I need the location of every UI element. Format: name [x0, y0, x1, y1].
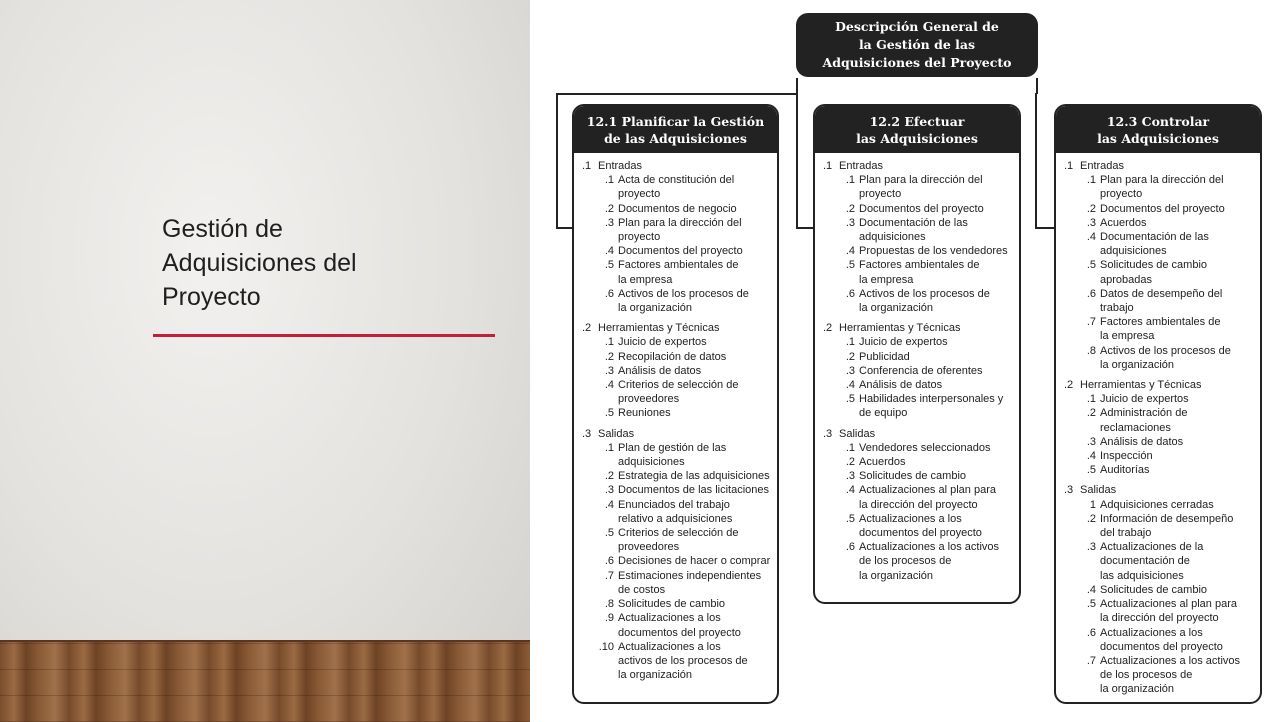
item-text: Actualizaciones a los documentos del proyecto [618, 612, 741, 639]
item-number: .7 [1086, 316, 1096, 329]
list-item [582, 258, 773, 286]
item-text: Documentos del proyecto [859, 202, 984, 215]
process-section [1064, 378, 1256, 477]
item-number: .8 [604, 598, 614, 611]
list-item [1064, 287, 1256, 315]
item-number: .1 [604, 174, 614, 187]
item-text: Solicitudes de cambio aprobadas [1100, 259, 1208, 286]
item-number: .1 [845, 441, 855, 454]
list-item [1064, 512, 1256, 540]
list-item [823, 392, 1015, 420]
item-number: 1 [1089, 498, 1096, 511]
item-text: Actualizaciones a los activos de los procesos de la organización [859, 541, 1000, 582]
list-item [582, 378, 773, 406]
item-text: Propuestas de los vendedores [859, 245, 1008, 258]
list-item [1064, 654, 1256, 697]
process-box-12-2 [813, 104, 1021, 604]
item-number: .4 [604, 379, 614, 392]
list-item [582, 335, 773, 349]
item-number: .3 [845, 364, 855, 377]
list-item [823, 216, 1015, 244]
process-body [574, 153, 777, 682]
item-number: .2 [845, 202, 855, 215]
process-section [1064, 159, 1256, 372]
section-label: Herramientas y Técnicas [598, 322, 720, 335]
item-text: Adquisiciones cerradas [1100, 498, 1214, 511]
item-number: .5 [845, 259, 855, 272]
item-text: Plan de gestión de las adquisiciones [618, 441, 727, 469]
overview-box: Descripción General de la Gestión de las Adquisiciones del Proyecto [796, 13, 1038, 77]
list-item [823, 441, 1015, 455]
item-text: Plan para la dirección del proyecto [618, 216, 742, 244]
item-text: Datos de desempeño del trabajo [1100, 287, 1223, 315]
list-item [823, 455, 1015, 469]
list-item [823, 258, 1015, 286]
list-item [823, 469, 1015, 483]
item-text: Actualizaciones a los documentos del proyecto [1100, 626, 1223, 653]
item-number: .7 [1086, 654, 1096, 667]
item-text: Conferencia de oferentes [859, 364, 983, 377]
item-number: .3 [604, 216, 614, 229]
list-item [1064, 202, 1256, 216]
list-item [582, 202, 773, 216]
item-number: .2 [604, 470, 614, 483]
process-section [823, 159, 1015, 315]
process-box-12-3 [1054, 104, 1262, 704]
process-title: 12.3 Controlar las Adquisiciones [1056, 106, 1260, 153]
item-text: Activos de los procesos de la organización [859, 287, 990, 315]
item-text: Juicio de expertos [859, 336, 948, 349]
item-text: Enunciados del trabajo relativo a adquisiciones [618, 498, 733, 525]
list-item [582, 244, 773, 258]
list-item [1064, 435, 1256, 449]
item-text: Decisiones de hacer o comprar [618, 555, 771, 568]
list-item [1064, 626, 1256, 654]
item-number: .5 [1086, 598, 1096, 611]
list-item [1064, 597, 1256, 625]
list-item [582, 364, 773, 378]
item-number: .3 [845, 470, 855, 483]
item-number: .6 [604, 287, 614, 300]
item-number: .7 [604, 569, 614, 582]
section-label: Salidas [839, 427, 876, 440]
process-section [1064, 483, 1256, 696]
list-item [823, 540, 1015, 583]
item-number: .5 [604, 407, 614, 420]
item-number: .1 [845, 336, 855, 349]
process-title: 12.1 Planificar la Gestión de las Adquisiciones [574, 106, 777, 153]
item-text: Actualizaciones al plan para la dirección del proyecto [1100, 598, 1237, 625]
list-item [1064, 498, 1256, 512]
list-item [582, 350, 773, 364]
item-text: Solicitudes de cambio [859, 470, 967, 483]
item-text: Publicidad [859, 350, 910, 363]
section-header [823, 321, 1015, 335]
section-number: .1 [1064, 160, 1074, 172]
slide-title: Gestión de Adquisiciones del Proyecto [162, 215, 357, 311]
section-label: Entradas [598, 160, 643, 172]
section-header [582, 159, 773, 173]
item-number: .9 [604, 612, 614, 625]
section-number: .2 [582, 322, 592, 335]
item-text: Factores ambientales de la empresa [1100, 316, 1221, 343]
process-title: 12.2 Efectuar las Adquisiciones [815, 106, 1019, 153]
section-label: Salidas [1080, 484, 1117, 497]
item-text: Solicitudes de cambio [1100, 583, 1208, 596]
section-number: .3 [582, 427, 592, 440]
list-item [1064, 449, 1256, 463]
section-number: .1 [823, 160, 833, 172]
item-number: .1 [604, 336, 614, 349]
list-item [582, 441, 773, 469]
item-number: .2 [1086, 512, 1096, 525]
process-section [582, 159, 773, 315]
item-text: Activos de los procesos de la organización [618, 287, 749, 315]
item-text: Auditorías [1100, 464, 1150, 477]
section-header [823, 427, 1015, 441]
section-label: Herramientas y Técnicas [1080, 379, 1202, 392]
connector-right-line [1036, 94, 1055, 228]
item-text: Actualizaciones a los activos de los procesos de la organización [1100, 654, 1241, 696]
section-number: .2 [823, 322, 833, 335]
item-text: Recopilación de datos [618, 350, 727, 363]
item-text: Acuerdos [859, 456, 906, 469]
item-text: Documentos del proyecto [618, 245, 743, 258]
section-number: .1 [582, 160, 592, 172]
item-number: .1 [1086, 174, 1096, 187]
item-text: Factores ambientales de la empresa [618, 259, 739, 286]
item-text: Estimaciones independientes de costos [618, 569, 762, 596]
list-item [582, 526, 773, 554]
item-text: Juicio de expertos [1100, 393, 1189, 406]
item-text: Documentación de las adquisiciones [1100, 231, 1209, 258]
list-item [823, 287, 1015, 315]
item-text: Actualizaciones al plan para la dirección del proyecto [859, 484, 996, 511]
item-number: .2 [604, 202, 614, 215]
process-section [582, 321, 773, 420]
item-number: .5 [1086, 259, 1096, 272]
item-number: .6 [1086, 626, 1096, 639]
item-number: .4 [604, 245, 614, 258]
section-label: Entradas [839, 160, 884, 172]
list-item [1064, 406, 1256, 434]
item-text: Acuerdos [1100, 216, 1147, 229]
list-item [582, 569, 773, 597]
item-number: .5 [1086, 464, 1096, 477]
item-number: .6 [1086, 287, 1096, 300]
list-item [1064, 315, 1256, 343]
item-text: Factores ambientales de la empresa [859, 259, 980, 286]
process-section [823, 427, 1015, 583]
process-body [1056, 153, 1260, 697]
item-text: Estrategia de las adquisiciones [618, 470, 770, 483]
list-item [823, 335, 1015, 349]
process-section [823, 321, 1015, 420]
item-number: .6 [845, 541, 855, 554]
list-item [582, 611, 773, 639]
item-text: Documentos de negocio [618, 202, 737, 215]
list-item [582, 554, 773, 568]
list-item [1064, 392, 1256, 406]
section-header [582, 321, 773, 335]
item-number: .3 [1086, 216, 1096, 229]
process-section [582, 427, 773, 683]
section-number: .3 [1064, 484, 1074, 497]
item-number: .2 [1086, 407, 1096, 420]
item-number: .8 [1086, 344, 1096, 357]
list-item [582, 406, 773, 420]
item-number: .4 [845, 379, 855, 392]
list-item [582, 173, 773, 201]
section-header [1064, 483, 1256, 497]
item-text: Plan para la dirección del proyecto [859, 174, 983, 201]
list-item [1064, 258, 1256, 286]
item-number: .4 [1086, 231, 1096, 244]
process-diagram [530, 0, 1280, 720]
item-text: Documentos de las licitaciones [618, 484, 770, 497]
item-text: Análisis de datos [859, 379, 943, 392]
process-body [815, 153, 1019, 583]
item-text: Solicitudes de cambio [618, 598, 726, 611]
item-number: .5 [604, 527, 614, 540]
item-text: Documentos del proyecto [1100, 202, 1225, 215]
item-text: Criterios de selección de proveedores [618, 379, 739, 406]
item-number: .5 [845, 512, 855, 525]
item-text: Acta de constitución del proyecto [618, 174, 735, 201]
process-box-12-1 [572, 104, 779, 704]
item-number: .6 [845, 287, 855, 300]
list-item [582, 216, 773, 244]
section-header [823, 159, 1015, 173]
item-text: Vendedores seleccionados [859, 441, 991, 454]
list-item [1064, 230, 1256, 258]
item-number: .1 [845, 174, 855, 187]
item-number: .2 [845, 350, 855, 363]
item-text: Actualizaciones de la documentación de las adquisiciones [1100, 541, 1204, 582]
item-text: Juicio de expertos [618, 336, 707, 349]
item-number: .2 [604, 350, 614, 363]
item-number: .3 [1086, 435, 1096, 448]
list-item [582, 640, 773, 683]
item-number: .3 [604, 364, 614, 377]
section-header [1064, 378, 1256, 392]
list-item [582, 597, 773, 611]
item-number: .4 [1086, 583, 1096, 596]
item-text: Documentación de las adquisiciones [859, 216, 968, 244]
item-number: .4 [604, 498, 614, 511]
item-text: Actualizaciones a los activos de los procesos de la organización [618, 640, 748, 682]
list-item [823, 350, 1015, 364]
list-item [1064, 216, 1256, 230]
item-number: .3 [845, 216, 855, 229]
item-number: .4 [845, 484, 855, 497]
section-header [1064, 159, 1256, 173]
connector-hub-to-center [797, 94, 814, 228]
list-item [823, 512, 1015, 540]
item-text: Activos de los procesos de la organización [1100, 344, 1231, 371]
list-item [1064, 463, 1256, 477]
item-text: Inspección [1100, 450, 1153, 463]
item-number: .3 [1086, 541, 1096, 554]
item-number: .1 [604, 441, 614, 454]
item-number: .6 [604, 555, 614, 568]
list-item [582, 287, 773, 315]
list-item [582, 469, 773, 483]
item-number: .5 [845, 393, 855, 406]
list-item [823, 202, 1015, 216]
item-text: Criterios de selección de proveedores [618, 527, 739, 554]
item-text: Plan para la dirección del proyecto [1100, 174, 1224, 201]
list-item [823, 173, 1015, 201]
title-underline [153, 334, 495, 337]
item-text: Habilidades interpersonales y de equipo [859, 393, 1004, 420]
list-item [823, 483, 1015, 511]
slide-background [0, 0, 530, 720]
item-number: .4 [845, 245, 855, 258]
item-number: .10 [598, 640, 614, 653]
item-text: Análisis de datos [618, 364, 702, 377]
section-label: Salidas [598, 427, 635, 440]
item-text: Información de desempeño del trabajo [1100, 512, 1234, 540]
list-item [1064, 173, 1256, 201]
item-number: .1 [1086, 393, 1096, 406]
item-number: .2 [845, 456, 855, 469]
list-item [1064, 540, 1256, 583]
list-item [823, 244, 1015, 258]
item-text: Reuniones [618, 407, 671, 420]
section-header [582, 427, 773, 441]
item-number: .5 [604, 259, 614, 272]
list-item [823, 378, 1015, 392]
list-item [1064, 344, 1256, 372]
list-item [1064, 583, 1256, 597]
item-number: .2 [1086, 202, 1096, 215]
section-number: .2 [1064, 379, 1074, 392]
connector-top-stub [797, 78, 1037, 94]
item-number: .3 [604, 484, 614, 497]
item-number: .4 [1086, 450, 1096, 463]
list-item [582, 498, 773, 526]
section-label: Entradas [1080, 160, 1125, 172]
section-number: .3 [823, 427, 833, 440]
item-text: Análisis de datos [1100, 435, 1184, 448]
list-item [582, 483, 773, 497]
section-label: Herramientas y Técnicas [839, 322, 961, 335]
item-text: Administración de reclamaciones [1100, 407, 1188, 434]
list-item [823, 364, 1015, 378]
item-text: Actualizaciones a los documentos del proyecto [859, 512, 982, 540]
wood-floor-decoration [0, 640, 530, 722]
